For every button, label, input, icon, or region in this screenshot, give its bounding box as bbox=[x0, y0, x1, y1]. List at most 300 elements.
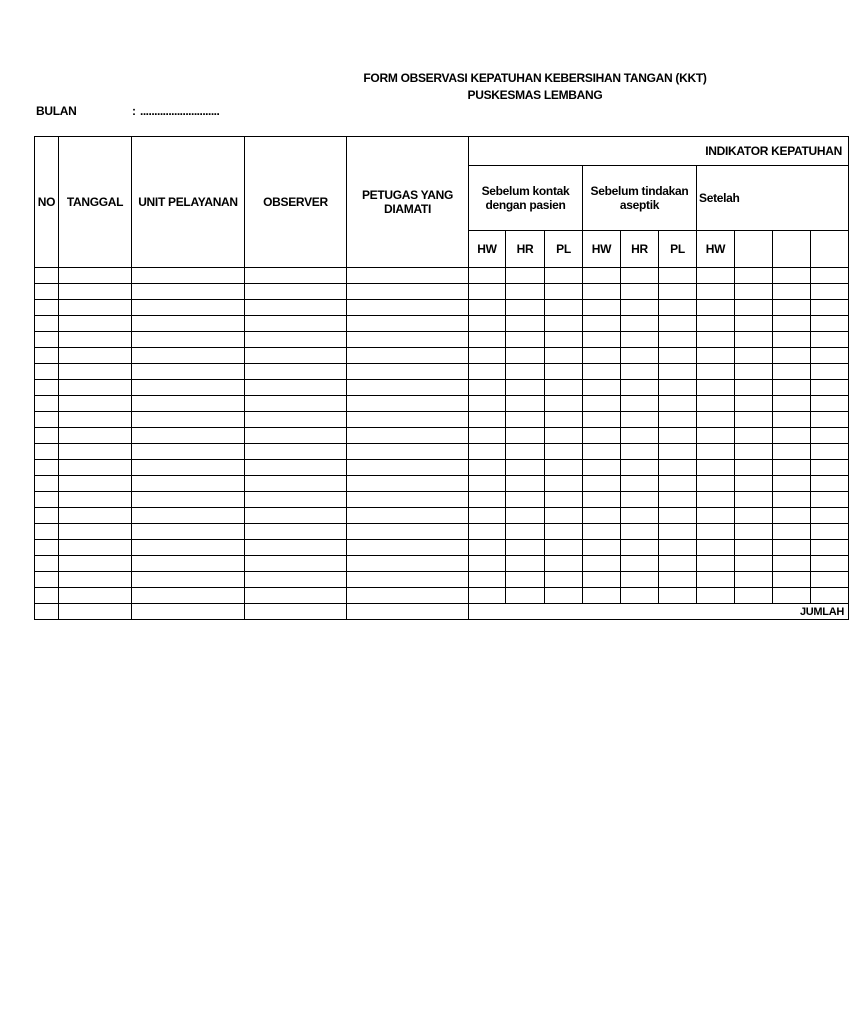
table-cell[interactable] bbox=[132, 588, 245, 604]
table-cell[interactable] bbox=[697, 508, 735, 524]
table-cell[interactable] bbox=[35, 268, 59, 284]
table-cell[interactable] bbox=[659, 396, 697, 412]
table-cell[interactable] bbox=[545, 428, 583, 444]
table-cell[interactable] bbox=[347, 332, 469, 348]
table-cell[interactable] bbox=[621, 428, 659, 444]
table-cell[interactable] bbox=[469, 396, 506, 412]
table-cell[interactable] bbox=[697, 268, 735, 284]
table-cell[interactable] bbox=[583, 572, 621, 588]
table-cell[interactable] bbox=[773, 556, 811, 572]
table-cell[interactable] bbox=[735, 348, 773, 364]
table-cell[interactable] bbox=[545, 460, 583, 476]
table-cell[interactable] bbox=[59, 588, 132, 604]
table-cell[interactable] bbox=[773, 428, 811, 444]
table-cell[interactable] bbox=[583, 380, 621, 396]
table-cell[interactable] bbox=[469, 284, 506, 300]
table-cell[interactable] bbox=[506, 364, 545, 380]
table-cell[interactable] bbox=[506, 492, 545, 508]
table-cell[interactable] bbox=[35, 572, 59, 588]
table-cell[interactable] bbox=[545, 316, 583, 332]
table-cell[interactable] bbox=[132, 524, 245, 540]
table-cell[interactable] bbox=[245, 460, 347, 476]
table-cell[interactable] bbox=[583, 396, 621, 412]
table-cell[interactable] bbox=[583, 300, 621, 316]
table-cell[interactable] bbox=[506, 588, 545, 604]
table-cell[interactable] bbox=[469, 444, 506, 460]
table-cell[interactable] bbox=[35, 476, 59, 492]
table-cell[interactable] bbox=[132, 572, 245, 588]
table-cell[interactable] bbox=[506, 556, 545, 572]
table-cell[interactable] bbox=[773, 508, 811, 524]
table-cell[interactable] bbox=[469, 572, 506, 588]
table-cell[interactable] bbox=[506, 380, 545, 396]
table-cell[interactable] bbox=[132, 476, 245, 492]
table-cell[interactable] bbox=[621, 284, 659, 300]
table-cell[interactable] bbox=[697, 556, 735, 572]
table-cell[interactable] bbox=[469, 300, 506, 316]
table-cell[interactable] bbox=[811, 588, 849, 604]
table-cell[interactable] bbox=[545, 332, 583, 348]
table-cell[interactable] bbox=[735, 444, 773, 460]
table-cell[interactable] bbox=[59, 540, 132, 556]
table-cell[interactable] bbox=[59, 316, 132, 332]
table-cell[interactable] bbox=[469, 364, 506, 380]
table-cell[interactable] bbox=[621, 316, 659, 332]
table-cell[interactable] bbox=[621, 508, 659, 524]
table-cell[interactable] bbox=[132, 380, 245, 396]
table-cell[interactable] bbox=[59, 508, 132, 524]
table-cell[interactable] bbox=[132, 364, 245, 380]
table-cell[interactable] bbox=[347, 460, 469, 476]
table-cell[interactable] bbox=[35, 556, 59, 572]
table-cell[interactable] bbox=[697, 316, 735, 332]
table-cell[interactable] bbox=[773, 364, 811, 380]
table-cell[interactable] bbox=[59, 348, 132, 364]
table-cell[interactable] bbox=[811, 348, 849, 364]
table-cell[interactable] bbox=[811, 428, 849, 444]
table-cell[interactable] bbox=[59, 460, 132, 476]
table-cell[interactable] bbox=[469, 460, 506, 476]
table-cell[interactable] bbox=[735, 556, 773, 572]
table-cell[interactable] bbox=[621, 268, 659, 284]
table-cell[interactable] bbox=[621, 364, 659, 380]
table-cell[interactable] bbox=[697, 588, 735, 604]
table-cell[interactable] bbox=[735, 268, 773, 284]
table-cell[interactable] bbox=[697, 428, 735, 444]
table-cell[interactable] bbox=[697, 332, 735, 348]
table-cell[interactable] bbox=[35, 428, 59, 444]
table-cell[interactable] bbox=[659, 572, 697, 588]
table-cell[interactable] bbox=[697, 412, 735, 428]
table-cell[interactable] bbox=[35, 364, 59, 380]
table-cell[interactable] bbox=[132, 492, 245, 508]
table-cell[interactable] bbox=[583, 460, 621, 476]
table-cell[interactable] bbox=[545, 348, 583, 364]
table-cell[interactable] bbox=[35, 380, 59, 396]
table-cell[interactable] bbox=[59, 284, 132, 300]
table-cell[interactable] bbox=[59, 572, 132, 588]
table-cell[interactable] bbox=[659, 412, 697, 428]
table-cell[interactable] bbox=[347, 300, 469, 316]
table-cell[interactable] bbox=[35, 412, 59, 428]
table-cell[interactable] bbox=[773, 412, 811, 428]
table-cell[interactable] bbox=[245, 572, 347, 588]
table-cell[interactable] bbox=[59, 428, 132, 444]
table-cell[interactable] bbox=[697, 540, 735, 556]
table-cell[interactable] bbox=[545, 364, 583, 380]
table-cell[interactable] bbox=[506, 540, 545, 556]
table-cell[interactable] bbox=[621, 572, 659, 588]
table-cell[interactable] bbox=[583, 364, 621, 380]
table-cell[interactable] bbox=[469, 380, 506, 396]
table-cell[interactable] bbox=[245, 476, 347, 492]
table-cell[interactable] bbox=[735, 524, 773, 540]
table-cell[interactable] bbox=[469, 588, 506, 604]
table-cell[interactable] bbox=[347, 540, 469, 556]
table-cell[interactable] bbox=[35, 332, 59, 348]
table-cell[interactable] bbox=[245, 524, 347, 540]
table-cell[interactable] bbox=[59, 524, 132, 540]
table-cell[interactable] bbox=[697, 364, 735, 380]
table-cell[interactable] bbox=[583, 556, 621, 572]
table-cell[interactable] bbox=[245, 412, 347, 428]
table-cell[interactable] bbox=[132, 268, 245, 284]
table-cell[interactable] bbox=[132, 508, 245, 524]
table-cell[interactable] bbox=[347, 524, 469, 540]
table-cell[interactable] bbox=[659, 284, 697, 300]
table-cell[interactable] bbox=[735, 332, 773, 348]
table-cell[interactable] bbox=[811, 268, 849, 284]
table-cell[interactable] bbox=[35, 460, 59, 476]
table-cell[interactable] bbox=[583, 412, 621, 428]
table-cell[interactable] bbox=[132, 460, 245, 476]
table-cell[interactable] bbox=[773, 492, 811, 508]
table-cell[interactable] bbox=[659, 524, 697, 540]
table-cell[interactable] bbox=[697, 300, 735, 316]
table-cell[interactable] bbox=[583, 524, 621, 540]
table-cell[interactable] bbox=[469, 316, 506, 332]
table-cell[interactable] bbox=[621, 476, 659, 492]
table-cell[interactable] bbox=[697, 572, 735, 588]
table-cell[interactable] bbox=[545, 412, 583, 428]
table-cell[interactable] bbox=[773, 444, 811, 460]
table-cell[interactable] bbox=[469, 268, 506, 284]
table-cell[interactable] bbox=[35, 316, 59, 332]
table-cell[interactable] bbox=[469, 428, 506, 444]
table-cell[interactable] bbox=[35, 508, 59, 524]
table-cell[interactable] bbox=[773, 380, 811, 396]
table-cell[interactable] bbox=[506, 284, 545, 300]
table-cell[interactable] bbox=[811, 364, 849, 380]
table-cell[interactable] bbox=[59, 300, 132, 316]
table-cell[interactable] bbox=[621, 492, 659, 508]
table-cell[interactable] bbox=[469, 540, 506, 556]
table-cell[interactable] bbox=[697, 284, 735, 300]
table-cell[interactable] bbox=[469, 348, 506, 364]
table-cell[interactable] bbox=[245, 380, 347, 396]
table-cell[interactable] bbox=[545, 540, 583, 556]
table-cell[interactable] bbox=[506, 572, 545, 588]
table-cell[interactable] bbox=[659, 268, 697, 284]
table-cell[interactable] bbox=[59, 492, 132, 508]
table-cell[interactable] bbox=[347, 412, 469, 428]
table-cell[interactable] bbox=[583, 492, 621, 508]
table-cell[interactable] bbox=[697, 396, 735, 412]
table-cell[interactable] bbox=[735, 572, 773, 588]
table-cell[interactable] bbox=[132, 332, 245, 348]
table-cell[interactable] bbox=[347, 556, 469, 572]
table-cell[interactable] bbox=[469, 524, 506, 540]
table-cell[interactable] bbox=[469, 412, 506, 428]
table-cell[interactable] bbox=[545, 476, 583, 492]
table-cell[interactable] bbox=[347, 348, 469, 364]
table-cell[interactable] bbox=[245, 396, 347, 412]
table-cell[interactable] bbox=[347, 268, 469, 284]
table-cell[interactable] bbox=[811, 444, 849, 460]
table-cell[interactable] bbox=[59, 444, 132, 460]
table-cell[interactable] bbox=[583, 444, 621, 460]
table-cell[interactable] bbox=[621, 300, 659, 316]
table-cell[interactable] bbox=[773, 524, 811, 540]
table-cell[interactable] bbox=[735, 476, 773, 492]
table-cell[interactable] bbox=[659, 300, 697, 316]
table-cell[interactable] bbox=[35, 348, 59, 364]
table-cell[interactable] bbox=[811, 556, 849, 572]
table-cell[interactable] bbox=[347, 444, 469, 460]
table-cell[interactable] bbox=[59, 412, 132, 428]
table-cell[interactable] bbox=[245, 588, 347, 604]
table-cell[interactable] bbox=[545, 380, 583, 396]
table-cell[interactable] bbox=[469, 476, 506, 492]
table-cell[interactable] bbox=[583, 588, 621, 604]
table-cell[interactable] bbox=[347, 380, 469, 396]
table-cell[interactable] bbox=[132, 604, 245, 620]
table-cell[interactable] bbox=[347, 284, 469, 300]
table-cell[interactable] bbox=[773, 572, 811, 588]
table-cell[interactable] bbox=[621, 348, 659, 364]
table-cell[interactable] bbox=[245, 364, 347, 380]
table-cell[interactable] bbox=[506, 332, 545, 348]
table-cell[interactable] bbox=[583, 348, 621, 364]
table-cell[interactable] bbox=[659, 364, 697, 380]
table-cell[interactable] bbox=[621, 524, 659, 540]
table-cell[interactable] bbox=[347, 492, 469, 508]
table-cell[interactable] bbox=[773, 332, 811, 348]
table-cell[interactable] bbox=[506, 412, 545, 428]
table-cell[interactable] bbox=[132, 284, 245, 300]
table-cell[interactable] bbox=[811, 524, 849, 540]
table-cell[interactable] bbox=[811, 476, 849, 492]
table-cell[interactable] bbox=[35, 492, 59, 508]
table-cell[interactable] bbox=[347, 588, 469, 604]
table-cell[interactable] bbox=[583, 540, 621, 556]
table-cell[interactable] bbox=[659, 332, 697, 348]
table-cell[interactable] bbox=[583, 316, 621, 332]
table-cell[interactable] bbox=[659, 556, 697, 572]
table-cell[interactable] bbox=[245, 428, 347, 444]
table-cell[interactable] bbox=[811, 332, 849, 348]
table-cell[interactable] bbox=[621, 460, 659, 476]
table-cell[interactable] bbox=[773, 588, 811, 604]
table-cell[interactable] bbox=[35, 284, 59, 300]
table-cell[interactable] bbox=[773, 540, 811, 556]
table-cell[interactable] bbox=[132, 428, 245, 444]
table-cell[interactable] bbox=[583, 332, 621, 348]
table-cell[interactable] bbox=[735, 316, 773, 332]
table-cell[interactable] bbox=[697, 348, 735, 364]
table-cell[interactable] bbox=[583, 268, 621, 284]
table-cell[interactable] bbox=[35, 604, 59, 620]
table-cell[interactable] bbox=[735, 364, 773, 380]
table-cell[interactable] bbox=[506, 476, 545, 492]
table-cell[interactable] bbox=[506, 348, 545, 364]
table-cell[interactable] bbox=[545, 396, 583, 412]
table-cell[interactable] bbox=[545, 556, 583, 572]
table-cell[interactable] bbox=[735, 508, 773, 524]
table-cell[interactable] bbox=[659, 460, 697, 476]
table-cell[interactable] bbox=[59, 396, 132, 412]
table-cell[interactable] bbox=[245, 604, 347, 620]
table-cell[interactable] bbox=[735, 284, 773, 300]
table-cell[interactable] bbox=[811, 508, 849, 524]
table-cell[interactable] bbox=[245, 300, 347, 316]
table-cell[interactable] bbox=[59, 364, 132, 380]
table-cell[interactable] bbox=[735, 380, 773, 396]
table-cell[interactable] bbox=[659, 380, 697, 396]
table-cell[interactable] bbox=[506, 396, 545, 412]
table-cell[interactable] bbox=[583, 428, 621, 444]
table-cell[interactable] bbox=[811, 316, 849, 332]
table-cell[interactable] bbox=[697, 460, 735, 476]
table-cell[interactable] bbox=[245, 316, 347, 332]
table-cell[interactable] bbox=[811, 540, 849, 556]
table-cell[interactable] bbox=[659, 508, 697, 524]
table-cell[interactable] bbox=[735, 412, 773, 428]
table-cell[interactable] bbox=[659, 492, 697, 508]
table-cell[interactable] bbox=[132, 540, 245, 556]
table-cell[interactable] bbox=[469, 508, 506, 524]
table-cell[interactable] bbox=[132, 300, 245, 316]
table-cell[interactable] bbox=[469, 556, 506, 572]
table-cell[interactable] bbox=[621, 540, 659, 556]
table-cell[interactable] bbox=[35, 444, 59, 460]
table-cell[interactable] bbox=[347, 604, 469, 620]
table-cell[interactable] bbox=[245, 332, 347, 348]
table-cell[interactable] bbox=[347, 476, 469, 492]
table-cell[interactable] bbox=[735, 460, 773, 476]
table-cell[interactable] bbox=[347, 572, 469, 588]
table-cell[interactable] bbox=[347, 428, 469, 444]
table-cell[interactable] bbox=[545, 524, 583, 540]
table-cell[interactable] bbox=[811, 460, 849, 476]
table-cell[interactable] bbox=[621, 380, 659, 396]
table-cell[interactable] bbox=[347, 508, 469, 524]
table-cell[interactable] bbox=[773, 460, 811, 476]
table-cell[interactable] bbox=[811, 572, 849, 588]
table-cell[interactable] bbox=[506, 508, 545, 524]
table-cell[interactable] bbox=[697, 476, 735, 492]
table-cell[interactable] bbox=[59, 332, 132, 348]
table-cell[interactable] bbox=[811, 396, 849, 412]
table-cell[interactable] bbox=[735, 300, 773, 316]
table-cell[interactable] bbox=[59, 556, 132, 572]
table-cell[interactable] bbox=[811, 300, 849, 316]
table-cell[interactable] bbox=[545, 492, 583, 508]
table-cell[interactable] bbox=[245, 348, 347, 364]
table-cell[interactable] bbox=[659, 428, 697, 444]
table-cell[interactable] bbox=[811, 492, 849, 508]
month-field[interactable]: ............................ bbox=[140, 104, 220, 118]
table-cell[interactable] bbox=[697, 380, 735, 396]
table-cell[interactable] bbox=[245, 268, 347, 284]
table-cell[interactable] bbox=[245, 492, 347, 508]
table-cell[interactable] bbox=[59, 268, 132, 284]
table-cell[interactable] bbox=[545, 508, 583, 524]
table-cell[interactable] bbox=[735, 588, 773, 604]
table-cell[interactable] bbox=[59, 604, 132, 620]
table-cell[interactable] bbox=[132, 316, 245, 332]
table-cell[interactable] bbox=[773, 396, 811, 412]
table-cell[interactable] bbox=[773, 476, 811, 492]
table-cell[interactable] bbox=[545, 268, 583, 284]
table-cell[interactable] bbox=[773, 284, 811, 300]
table-cell[interactable] bbox=[545, 284, 583, 300]
table-cell[interactable] bbox=[659, 316, 697, 332]
table-cell[interactable] bbox=[697, 444, 735, 460]
table-cell[interactable] bbox=[545, 588, 583, 604]
table-cell[interactable] bbox=[59, 476, 132, 492]
table-cell[interactable] bbox=[132, 412, 245, 428]
table-cell[interactable] bbox=[583, 284, 621, 300]
table-cell[interactable] bbox=[697, 492, 735, 508]
table-cell[interactable] bbox=[132, 348, 245, 364]
table-cell[interactable] bbox=[245, 540, 347, 556]
table-cell[interactable] bbox=[469, 492, 506, 508]
table-cell[interactable] bbox=[506, 428, 545, 444]
table-cell[interactable] bbox=[545, 444, 583, 460]
table-cell[interactable] bbox=[735, 428, 773, 444]
table-cell[interactable] bbox=[621, 588, 659, 604]
table-cell[interactable] bbox=[545, 300, 583, 316]
table-cell[interactable] bbox=[506, 300, 545, 316]
table-cell[interactable] bbox=[35, 588, 59, 604]
table-cell[interactable] bbox=[347, 316, 469, 332]
table-cell[interactable] bbox=[811, 380, 849, 396]
table-cell[interactable] bbox=[583, 508, 621, 524]
table-cell[interactable] bbox=[659, 588, 697, 604]
table-cell[interactable] bbox=[773, 268, 811, 284]
table-cell[interactable] bbox=[35, 524, 59, 540]
table-cell[interactable] bbox=[545, 572, 583, 588]
table-cell[interactable] bbox=[506, 524, 545, 540]
table-cell[interactable] bbox=[347, 396, 469, 412]
table-cell[interactable] bbox=[773, 300, 811, 316]
table-cell[interactable] bbox=[659, 348, 697, 364]
table-cell[interactable] bbox=[621, 444, 659, 460]
table-cell[interactable] bbox=[735, 492, 773, 508]
table-cell[interactable] bbox=[59, 380, 132, 396]
table-cell[interactable] bbox=[245, 508, 347, 524]
table-cell[interactable] bbox=[811, 412, 849, 428]
table-cell[interactable] bbox=[132, 444, 245, 460]
table-cell[interactable] bbox=[773, 348, 811, 364]
table-cell[interactable] bbox=[35, 300, 59, 316]
table-cell[interactable] bbox=[35, 540, 59, 556]
table-cell[interactable] bbox=[506, 316, 545, 332]
table-cell[interactable] bbox=[469, 332, 506, 348]
table-cell[interactable] bbox=[659, 540, 697, 556]
table-cell[interactable] bbox=[621, 412, 659, 428]
